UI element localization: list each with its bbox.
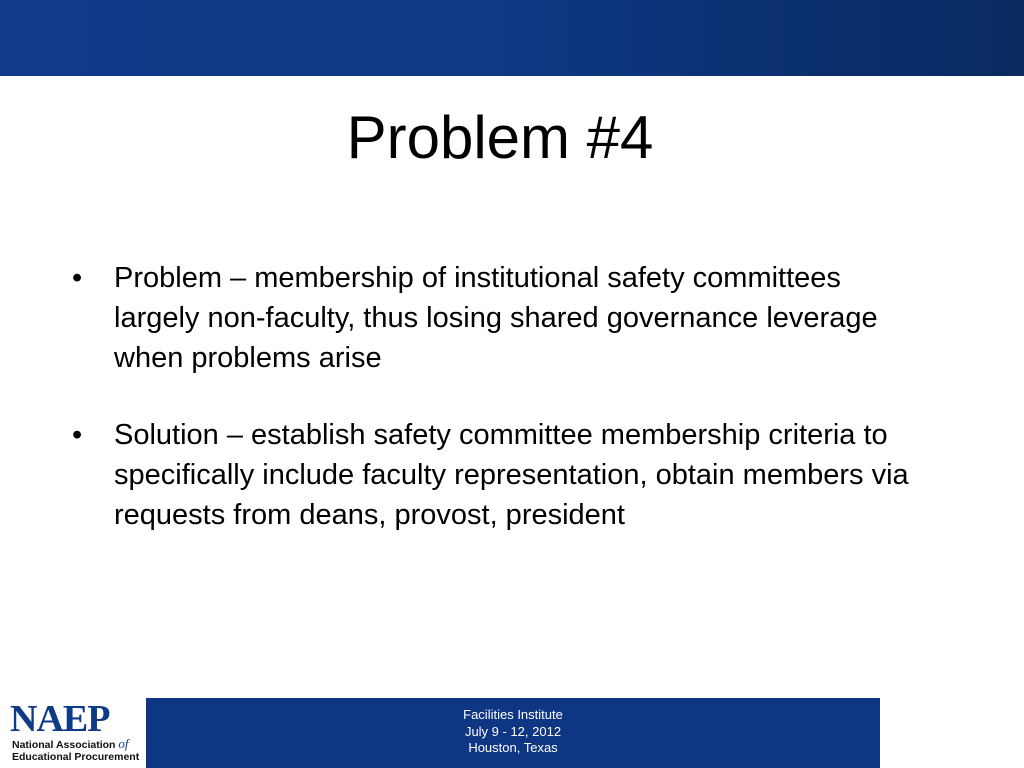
footer-event: Facilities Institute <box>463 707 563 722</box>
footer-dates: July 9 - 12, 2012 <box>464 723 562 739</box>
bullet-item-solution <box>72 415 922 535</box>
footer-location: Houston, Texas <box>468 740 558 755</box>
logo-of: of <box>118 736 129 751</box>
top-banner <box>0 0 1024 76</box>
bullet-list <box>72 258 922 572</box>
bullet-marker: • <box>72 419 83 451</box>
logo-tagline-line-1 <box>8 738 138 751</box>
bullet-text: Problem – membership of institutional safety committees largely non-faculty, thus losing shared governance leverage when problems arise <box>114 262 878 374</box>
logo-line-1-text: National Association <box>12 739 116 751</box>
bullet-text: Solution – establish safety committee membership criteria to specifically include faculty representation, obtain members via requests from deans, provost, president <box>114 419 909 531</box>
logo-tagline-line-2: Educational Procurement <box>12 751 140 763</box>
naep-logo <box>8 700 138 766</box>
logo-wordmark: NAEP <box>10 698 110 740</box>
slide-title: Problem #4 <box>346 104 654 171</box>
bullet-item-problem <box>72 258 922 378</box>
bullet-marker: • <box>72 262 83 294</box>
footer-bar <box>146 698 880 768</box>
